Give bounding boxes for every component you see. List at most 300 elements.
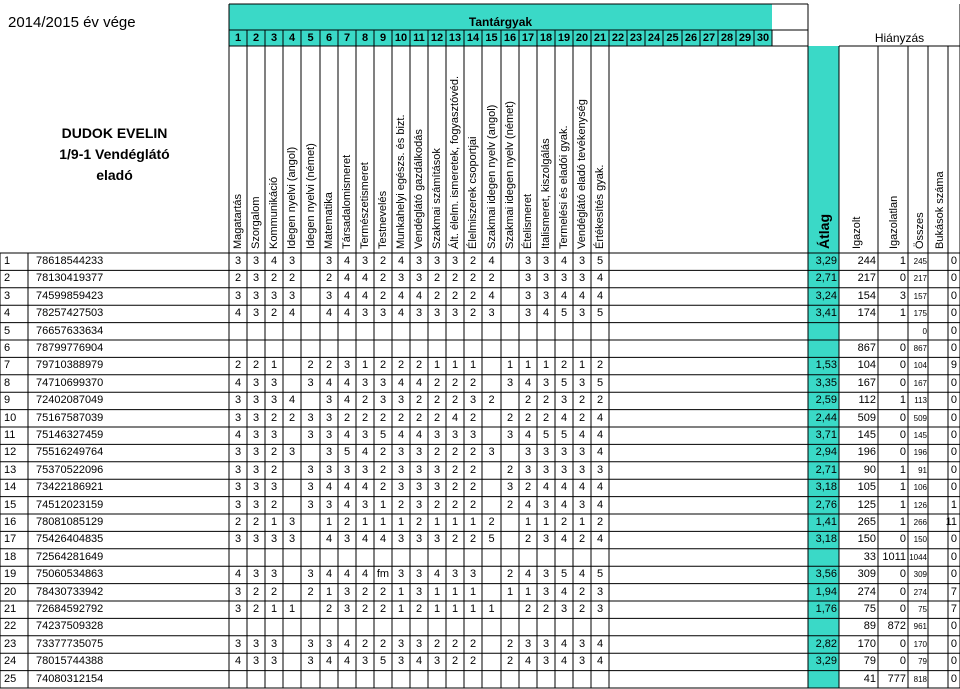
igazolt-cell: 89 xyxy=(863,620,876,633)
grade-cell: 2 xyxy=(343,411,351,424)
grade-cell: 2 xyxy=(451,533,459,546)
grade-cell: 3 xyxy=(578,463,586,476)
grade-cell: 1 xyxy=(379,516,387,528)
col-number: 17 xyxy=(521,32,535,44)
student-id: 72564281649 xyxy=(36,550,104,563)
average-cell: 3,56 xyxy=(815,568,837,581)
grade-cell: 2 xyxy=(469,463,477,476)
grade-cell: 1 xyxy=(451,359,459,372)
grade-cell: 3 xyxy=(307,429,314,441)
grade-cell: 3 xyxy=(397,533,405,546)
grade-cell: 2 xyxy=(451,272,459,285)
grade-cell: 2 xyxy=(433,411,441,424)
student-id: 72402087049 xyxy=(36,394,104,407)
grade-cell: 2 xyxy=(361,603,369,615)
osszes-cell: 75 xyxy=(918,605,927,614)
subject-header: Termelési és eladói gyak. xyxy=(558,125,570,249)
grade-cell: 3 xyxy=(415,446,423,459)
grade-cell: 3 xyxy=(506,481,514,494)
grade-cell: 2 xyxy=(506,498,514,511)
grade-cell: 3 xyxy=(325,498,333,511)
grade-cell: 3 xyxy=(361,376,369,389)
bukasok-cell: 0 xyxy=(950,255,957,267)
col-number: 22 xyxy=(611,32,625,44)
grade-cell: 3 xyxy=(343,463,351,476)
col-number: 9 xyxy=(379,32,387,44)
grade-cell: 2 xyxy=(288,272,296,285)
col-number: 28 xyxy=(720,32,734,44)
average-cell: 1,53 xyxy=(815,359,837,372)
igazolt-cell: 309 xyxy=(857,568,876,581)
grade-cell: 3 xyxy=(361,307,369,320)
student-id: 74080312154 xyxy=(36,672,104,685)
igazolatlan-cell: 0 xyxy=(899,429,906,441)
grade-cell: 3 xyxy=(433,655,441,668)
grade-cell: 3 xyxy=(397,446,405,459)
grade-cell: 2 xyxy=(325,272,333,285)
grade-cell: 3 xyxy=(234,533,242,546)
subject-header: Szakmai idegen nyelv (angol) xyxy=(485,104,498,249)
grade-cell: 3 xyxy=(307,481,314,494)
grade-cell: 1 xyxy=(578,516,586,528)
grade-cell: 2 xyxy=(415,516,423,528)
grade-cell: 2 xyxy=(252,585,260,598)
grade-cell: 3 xyxy=(397,272,405,285)
grade-cell: 4 xyxy=(578,481,586,494)
grade-cell: 2 xyxy=(379,446,387,459)
grade-cell: 3 xyxy=(415,307,423,320)
row-number: 14 xyxy=(4,481,17,494)
grade-cell: 3 xyxy=(270,289,278,302)
grade-cell: 3 xyxy=(252,481,260,494)
grade-cell: 2 xyxy=(270,411,278,424)
grade-cell: 3 xyxy=(578,307,586,320)
grade-cell: 2 xyxy=(270,585,278,598)
grade-cell: 1 xyxy=(379,498,387,511)
bukasok-cell: 11 xyxy=(945,516,957,528)
grade-cell: 3 xyxy=(270,481,278,494)
grade-cell: 4 xyxy=(234,429,242,441)
grade-cell: 5 xyxy=(379,655,387,668)
subject-header: Vendéglátó gazdálkodás xyxy=(413,129,425,249)
grade-cell: 3 xyxy=(252,376,260,389)
igazolt-cell: 33 xyxy=(863,550,876,563)
grade-cell: 3 xyxy=(397,637,405,650)
igazolt-cell: 170 xyxy=(857,637,876,650)
igazolatlan-cell: 0 xyxy=(899,655,906,668)
grade-cell: 1 xyxy=(397,516,405,528)
grade-cell: 4 xyxy=(542,481,550,494)
grade-cell: 2 xyxy=(343,516,351,528)
bukasok-cell: 0 xyxy=(950,550,957,563)
row-number: 8 xyxy=(4,376,11,389)
grade-cell: 2 xyxy=(433,272,441,285)
grade-cell: 5 xyxy=(560,307,568,320)
grade-cell: 5 xyxy=(560,568,568,581)
grade-cell: 2 xyxy=(451,481,459,494)
osszes-cell: 79 xyxy=(918,657,927,667)
grade-cell: 4 xyxy=(542,307,550,320)
grade-cell: 4 xyxy=(234,376,242,389)
grade-cell: 4 xyxy=(596,411,604,424)
grade-cell: 5 xyxy=(560,429,568,441)
igazolt-cell: 509 xyxy=(857,411,876,424)
grade-cell: 3 xyxy=(234,411,242,424)
grade-cell: 3 xyxy=(415,568,423,581)
grade-cell: 3 xyxy=(596,585,604,598)
average-cell: 1,94 xyxy=(815,585,837,598)
grade-cell: 4 xyxy=(343,394,351,407)
bukasok-cell: 0 xyxy=(950,272,957,285)
grade-cell: 5 xyxy=(596,376,604,389)
student-id: 73422186921 xyxy=(36,481,104,494)
grade-cell: 2 xyxy=(488,272,495,285)
grade-cell: 3 xyxy=(325,463,333,476)
igazolatlan-cell: 1 xyxy=(899,255,906,267)
grade-cell: 3 xyxy=(524,307,532,320)
grade-cell: 2 xyxy=(307,359,314,372)
grade-cell: 3 xyxy=(397,394,405,407)
grade-cell: 2 xyxy=(252,359,260,372)
student-name: DUDOK EVELIN xyxy=(61,125,168,141)
grade-cell: 4 xyxy=(361,272,369,285)
grade-cell: 2 xyxy=(506,463,514,476)
osszes-cell: 157 xyxy=(913,291,927,301)
col-number: 24 xyxy=(647,32,661,44)
student-id: 78081085129 xyxy=(36,516,104,528)
grade-cell: 2 xyxy=(451,394,459,407)
grade-cell: 5 xyxy=(596,307,604,320)
grade-cell: 2 xyxy=(524,411,532,424)
row-number: 25 xyxy=(4,672,17,685)
subject-header: Szorgalom xyxy=(250,196,262,249)
grade-cell: 3 xyxy=(343,603,351,615)
igazolt-cell: 196 xyxy=(857,446,876,459)
grade-cell: 3 xyxy=(252,307,260,320)
bukasok-cell: 0 xyxy=(950,655,957,668)
col-number: 1 xyxy=(234,32,242,44)
grade-cell: 3 xyxy=(542,585,550,598)
grade-cell: 4 xyxy=(560,255,568,267)
average-cell: 3,29 xyxy=(815,655,837,668)
grade-cell: 4 xyxy=(524,429,532,441)
grade-cell: 4 xyxy=(560,655,568,668)
igazolatlan-cell: 1 xyxy=(899,498,906,511)
grade-cell: 3 xyxy=(307,655,314,668)
row-number: 13 xyxy=(4,463,17,476)
grade-cell: 3 xyxy=(307,411,314,424)
bukasok-cell: 0 xyxy=(950,376,957,389)
grade-cell: 5 xyxy=(596,568,604,581)
grade-cell: 2 xyxy=(433,394,441,407)
igazolatlan-cell: 0 xyxy=(899,272,906,285)
osszes-cell: 150 xyxy=(913,535,927,545)
bukasok-cell: 0 xyxy=(950,463,957,476)
grade-cell: 3 xyxy=(270,376,278,389)
grade-cell: 3 xyxy=(578,255,586,267)
grade-cell: 2 xyxy=(379,481,387,494)
grade-cell: 3 xyxy=(415,585,423,598)
grade-cell: 3 xyxy=(270,655,278,668)
grade-cell: 3 xyxy=(361,463,369,476)
grade-cell: 2 xyxy=(325,603,333,615)
grade-cell: 3 xyxy=(288,255,296,267)
igazolatlan-cell: 1 xyxy=(899,481,906,494)
igazolt-cell: 217 xyxy=(857,272,876,285)
grade-cell: 1 xyxy=(433,359,441,372)
grade-cell: 3 xyxy=(542,655,550,668)
grade-cell: 2 xyxy=(451,446,459,459)
row-number: 10 xyxy=(4,411,17,424)
bukasok-cell: 0 xyxy=(950,481,957,494)
student-role: eladó xyxy=(96,167,133,183)
grade-cell: 2 xyxy=(433,446,441,459)
grade-cell: 3 xyxy=(252,655,260,668)
grade-cell: 2 xyxy=(524,394,532,407)
atlag-header: Átlag xyxy=(816,214,832,249)
igazolt-cell: 112 xyxy=(858,394,876,407)
osszes-cell: 196 xyxy=(913,448,927,458)
row-number: 3 xyxy=(4,289,11,302)
igazolatlan-cell: 0 xyxy=(899,376,906,389)
grade-cell: 1 xyxy=(542,516,550,528)
grade-cell: 2 xyxy=(433,637,441,650)
subject-header: Ált. élelm. ismeretek, fogyasztóvéd. xyxy=(449,75,461,249)
grade-cell: 3 xyxy=(542,272,550,285)
col-number: 23 xyxy=(629,32,643,44)
grade-cell: 1 xyxy=(506,359,514,372)
osszes-cell: 818 xyxy=(913,674,927,684)
average-cell: 2,76 xyxy=(815,498,837,511)
grade-cell: 4 xyxy=(415,655,423,668)
grade-cell: 2 xyxy=(469,655,477,668)
grade-cell: 2 xyxy=(451,655,459,668)
subject-header: Idegen nyelvi (német) xyxy=(304,143,317,249)
grade-cell: 3 xyxy=(288,533,296,546)
grade-cell: 3 xyxy=(506,376,514,389)
grade-cell: 4 xyxy=(596,289,604,302)
grade-cell: 2 xyxy=(469,637,477,650)
igazolt-cell: 274 xyxy=(857,585,876,598)
grade-cell: 4 xyxy=(343,429,351,441)
subject-header: Természetismeret xyxy=(359,162,371,249)
bukasok-cell: 0 xyxy=(950,620,957,633)
grade-cell: 3 xyxy=(234,603,242,615)
grade-cell: 4 xyxy=(325,376,333,389)
col-number: 13 xyxy=(448,32,462,44)
grade-cell: 3 xyxy=(270,637,278,650)
grade-cell: 2 xyxy=(596,359,604,372)
grade-cell: 3 xyxy=(433,463,441,476)
grade-cell: 2 xyxy=(379,255,387,267)
grade-cell: 2 xyxy=(397,498,405,511)
grade-cell: 2 xyxy=(325,359,333,372)
grade-cell: 4 xyxy=(325,655,333,668)
grade-cell: 3 xyxy=(415,463,423,476)
grade-cell: 3 xyxy=(542,498,550,511)
grade-cell: 2 xyxy=(469,533,477,546)
igazolt-cell: 265 xyxy=(857,516,876,528)
grade-cell: 1 xyxy=(506,585,514,598)
row-number: 24 xyxy=(4,655,17,668)
subject-header: Italismeret, kiszolgálás xyxy=(540,138,552,249)
igazolt-cell: 79 xyxy=(863,655,876,668)
col-number: 21 xyxy=(593,32,607,44)
grade-cell: 4 xyxy=(270,255,278,267)
grade-cell: 1 xyxy=(578,359,586,372)
average-cell: 1,76 xyxy=(815,603,837,615)
grade-cell: 2 xyxy=(506,411,514,424)
grade-cell: 2 xyxy=(433,289,441,302)
tantargyak-header: Tantárgyak xyxy=(468,15,533,29)
igazolt-cell: 150 xyxy=(857,533,876,546)
grade-cell: 4 xyxy=(397,307,405,320)
grade-cell: 4 xyxy=(596,446,604,459)
grade-cell: 1 xyxy=(524,585,532,598)
col-number: 2 xyxy=(252,32,260,44)
grade-cell: 4 xyxy=(288,394,296,407)
grade-cell: 3 xyxy=(560,463,568,476)
col-number: 12 xyxy=(430,32,444,44)
osszes-cell: 245 xyxy=(913,257,927,266)
grade-cell: 3 xyxy=(415,272,423,285)
grade-cell: 2 xyxy=(506,655,514,668)
grade-cell: 4 xyxy=(343,255,351,267)
grade-cell: 4 xyxy=(361,533,369,546)
grade-cell: 3 xyxy=(288,446,296,459)
subject-header: Társadalomismeret xyxy=(341,154,353,249)
grade-cell: 1 xyxy=(488,603,495,615)
grade-cell: 3 xyxy=(560,272,568,285)
grade-cell: 2 xyxy=(252,516,260,528)
grade-cell: 3 xyxy=(343,533,351,546)
grade-cell: 4 xyxy=(343,481,351,494)
grade-cell: 3 xyxy=(596,463,604,476)
col-number: 8 xyxy=(361,32,369,44)
col-number: 5 xyxy=(307,32,314,44)
grade-cell: 2 xyxy=(270,498,278,511)
grade-cell: 2 xyxy=(415,359,423,372)
grade-cell: 1 xyxy=(288,603,296,615)
grade-cell: 3 xyxy=(325,411,333,424)
grade-cell: 4 xyxy=(578,289,586,302)
grade-cell: 3 xyxy=(397,481,405,494)
grade-cell: 3 xyxy=(542,255,550,267)
grade-cell: 2 xyxy=(524,533,532,546)
grade-cell: 3 xyxy=(542,376,550,389)
grade-cell: 2 xyxy=(252,603,260,615)
grade-cell: 2 xyxy=(361,411,369,424)
grade-cell: 4 xyxy=(524,498,532,511)
grade-cell: 2 xyxy=(578,411,586,424)
bukasok-cell: 0 xyxy=(950,446,957,459)
grade-cell: 2 xyxy=(542,411,550,424)
grade-cell: 2 xyxy=(379,603,387,615)
grade-cell: 3 xyxy=(451,307,459,320)
grade-cell: 4 xyxy=(560,585,568,598)
grade-cell: 3 xyxy=(524,255,532,267)
grade-cell: 4 xyxy=(415,429,423,441)
igazolt-cell: 105 xyxy=(857,481,876,494)
grade-cell: 4 xyxy=(325,533,333,546)
grade-cell: 3 xyxy=(578,637,586,650)
igazolt-cell: 174 xyxy=(857,307,876,320)
osszes-cell: 266 xyxy=(913,518,927,527)
grade-cell: 4 xyxy=(524,655,532,668)
row-number: 4 xyxy=(4,307,11,320)
grade-cell: 3 xyxy=(270,533,278,546)
grade-cell: 3 xyxy=(578,272,586,285)
grade-cell: 2 xyxy=(451,376,459,389)
grade-cell: 2 xyxy=(469,446,477,459)
average-cell: 3,35 xyxy=(815,376,837,389)
grade-cell: 4 xyxy=(488,289,495,302)
grade-cell: 4 xyxy=(361,568,369,581)
col-number: 19 xyxy=(557,32,571,44)
grade-cell: 3 xyxy=(397,463,405,476)
igazolatlan-cell: 0 xyxy=(899,603,906,615)
grade-cell: 3 xyxy=(560,394,568,407)
grade-cell: 3 xyxy=(325,255,333,267)
student-id: 76657633634 xyxy=(36,324,104,337)
grade-cell: 3 xyxy=(542,463,550,476)
igazolatlan-cell: 1 xyxy=(899,394,906,407)
col-number: 4 xyxy=(288,32,296,44)
grade-cell: 2 xyxy=(397,359,405,372)
grade-cell: 3 xyxy=(451,429,459,441)
igazolt-cell: 244 xyxy=(857,255,876,267)
student-class: 1/9-1 Vendéglátó xyxy=(59,146,170,162)
igazolt-cell: 104 xyxy=(857,359,876,372)
grade-cell: 3 xyxy=(270,394,278,407)
grade-cell: 3 xyxy=(252,255,260,267)
grade-cell: 3 xyxy=(361,255,369,267)
bukasok-cell: 0 xyxy=(950,637,957,650)
igazolt-cell: 75 xyxy=(863,603,876,615)
student-id: 75146327459 xyxy=(36,429,104,441)
col-number: 20 xyxy=(575,32,589,44)
grade-cell: 1 xyxy=(524,359,532,372)
grade-cell: 5 xyxy=(596,255,604,267)
grade-cell: 4 xyxy=(415,289,423,302)
grade-cell: 2 xyxy=(451,463,459,476)
grade-cell: 3 xyxy=(234,637,242,650)
row-number: 2 xyxy=(4,272,11,285)
grade-cell: 1 xyxy=(542,359,550,372)
col-number: 11 xyxy=(413,32,425,44)
grade-cell: 3 xyxy=(234,255,242,267)
student-id: 78257427503 xyxy=(36,307,104,320)
grade-cell: 4 xyxy=(343,568,351,581)
row-number: 23 xyxy=(4,637,17,650)
grade-cell: 2 xyxy=(415,603,423,615)
igazolatlan-cell: 0 xyxy=(899,446,906,459)
grade-cell: 3 xyxy=(596,603,604,615)
grade-cell: 4 xyxy=(560,411,568,424)
osszes-cell: 106 xyxy=(913,483,927,493)
grade-cell: 3 xyxy=(415,498,423,511)
grade-cell: 3 xyxy=(252,411,260,424)
grade-cell: 3 xyxy=(325,429,333,441)
grade-cell: 3 xyxy=(343,585,351,598)
grade-cell: 2 xyxy=(506,568,514,581)
osszes-cell: 145 xyxy=(913,431,927,440)
grade-cell: 3 xyxy=(288,289,296,302)
bukasok-cell: 0 xyxy=(950,568,957,581)
bukasok-cell: 0 xyxy=(950,342,957,354)
row-number: 7 xyxy=(4,359,11,372)
igazolatlan-cell: 1 xyxy=(899,307,906,320)
